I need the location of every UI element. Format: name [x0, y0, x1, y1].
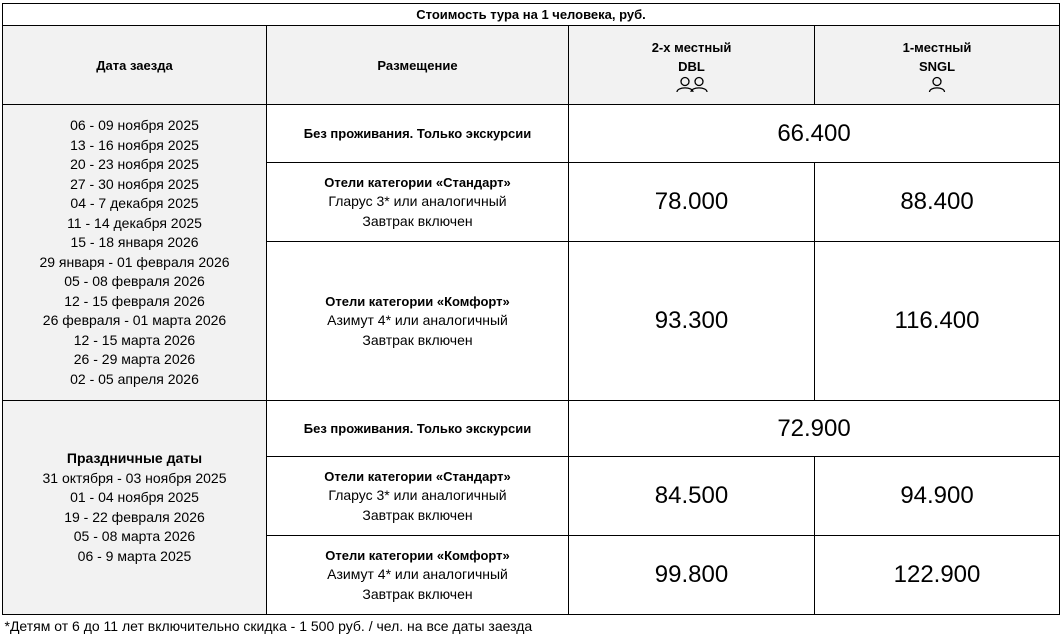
date-item: 11 - 14 декабря 2025	[67, 214, 202, 231]
g2-row3-meal: Завтрак включен	[362, 585, 473, 602]
header-sngl	[815, 26, 1060, 105]
g1-row1-accommodation	[267, 105, 569, 163]
g1-row2-sngl-price: 88.400	[815, 163, 1060, 242]
date-item: 13 - 16 ноября 2025	[70, 136, 199, 153]
g1-row2-accommodation	[267, 163, 569, 242]
date-item: 26 февраля - 01 марта 2026	[42, 312, 227, 328]
g2-row3-dbl-price: 99.800	[569, 536, 815, 615]
date-item: 06 - 9 марта 2025	[77, 547, 192, 564]
date-item: 12 - 15 февраля 2026	[64, 292, 205, 309]
group2-heading: Праздничные даты	[66, 450, 203, 466]
g1-row1-price: 66.400	[569, 105, 1060, 163]
g1-row3-meal: Завтрак включен	[362, 331, 473, 348]
footnote: *Детям от 6 до 11 лет включительно скидка - 1 500 руб. / чел. на все даты заезда	[3, 615, 1060, 636]
g1-row3-hotel: Азимут 4* или аналогичный	[327, 312, 508, 329]
date-item: 12 - 15 марта 2026	[73, 331, 196, 348]
g2-row2-sngl-price: 94.900	[815, 457, 1060, 536]
date-item: 06 - 09 ноября 2025	[70, 117, 199, 133]
g2-row3-hotel: Азимут 4* или аналогичный	[327, 566, 508, 583]
g2-row1-price: 72.900	[569, 401, 1060, 457]
header-date: Дата заезда	[3, 26, 267, 105]
g1-row2-title: Отели категории «Стандарт»	[324, 174, 511, 190]
g2-row3-title: Отели категории «Комфорт»	[325, 547, 510, 563]
g2-row3-accommodation	[267, 536, 569, 615]
date-item: 29 января - 01 февраля 2026	[39, 253, 230, 270]
group1-date-list	[3, 116, 266, 389]
g2-row2-meal: Завтрак включен	[362, 506, 473, 523]
date-item: 20 - 23 ноября 2025	[70, 156, 199, 172]
date-item: 02 - 05 апреля 2026	[70, 370, 199, 387]
date-item: 26 - 29 марта 2026	[73, 351, 196, 367]
price-table	[2, 3, 1060, 636]
person-icon	[928, 76, 946, 93]
header-dbl-line2: DBL	[678, 58, 705, 74]
date-item: 05 - 08 февраля 2026	[64, 273, 205, 289]
group2-dates	[3, 401, 267, 615]
g2-row2-hotel: Гларус 3* или аналогичный	[328, 487, 507, 504]
header-dbl	[569, 26, 815, 105]
g2-row1-title: Без проживания. Только экскурсии	[303, 420, 532, 436]
g2-row2-title: Отели категории «Стандарт»	[324, 468, 511, 484]
date-item: 04 - 7 декабря 2025	[70, 195, 199, 211]
date-item: 01 - 04 ноября 2025	[70, 489, 199, 505]
g2-row3-sngl-price: 122.900	[815, 536, 1060, 615]
header-sngl-line2: SNGL	[918, 58, 956, 74]
date-item: 27 - 30 ноября 2025	[70, 175, 199, 192]
group2-date-list	[3, 469, 266, 567]
g1-row2-dbl-price: 78.000	[569, 163, 815, 242]
g1-row1-title: Без проживания. Только экскурсии	[303, 125, 532, 141]
g1-row3-sngl-price: 116.400	[815, 242, 1060, 401]
date-item: 05 - 08 марта 2026	[73, 528, 196, 544]
date-item: 19 - 22 февраля 2026	[64, 508, 205, 525]
table-title: Стоимость тура на 1 человека, руб.	[3, 4, 1060, 26]
g2-row1-accommodation	[267, 401, 569, 457]
header-dbl-line1: 2-х местный	[651, 39, 732, 55]
date-item: 15 - 18 января 2026	[70, 234, 199, 250]
g2-row2-accommodation	[267, 457, 569, 536]
header-accommodation: Размещение	[267, 26, 569, 105]
g1-row2-hotel: Гларус 3* или аналогичный	[328, 193, 507, 210]
g1-row3-dbl-price: 93.300	[569, 242, 815, 401]
group1-dates	[3, 105, 267, 401]
g2-row2-dbl-price: 84.500	[569, 457, 815, 536]
g1-row2-meal: Завтрак включен	[362, 212, 473, 229]
two-persons-icon	[675, 76, 709, 93]
header-sngl-line1: 1-местный	[902, 39, 972, 55]
g1-row3-accommodation	[267, 242, 569, 401]
date-item: 31 октября - 03 ноября 2025	[42, 469, 227, 486]
g1-row3-title: Отели категории «Комфорт»	[325, 293, 510, 309]
